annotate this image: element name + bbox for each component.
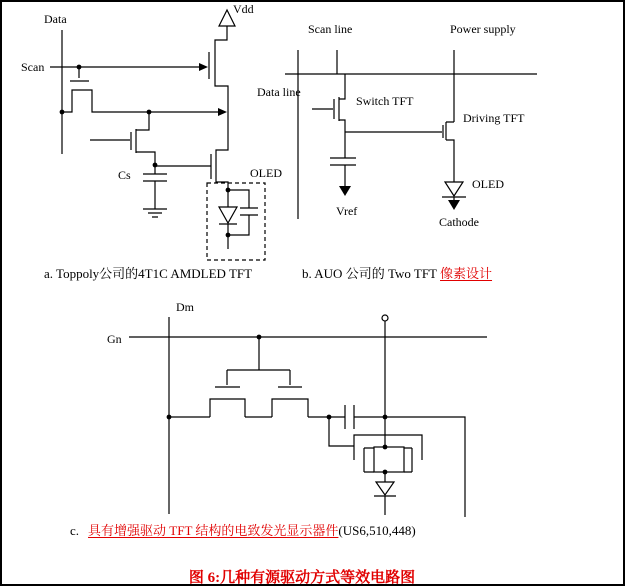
switch-tft-label: Switch TFT: [356, 94, 414, 108]
caption-c: [70, 523, 416, 539]
oled-diode-a: [219, 207, 237, 223]
caption-c-prefix: c.: [70, 523, 80, 538]
t1-gate: [70, 67, 89, 81]
scan-label: Scan: [21, 60, 45, 74]
dual-channel-bridges: [210, 399, 308, 417]
oled-a-label: OLED: [250, 166, 282, 180]
vdd-label: Vdd: [233, 2, 254, 16]
power-terminal-circle: [382, 315, 388, 321]
dual-gate-feed: [227, 337, 290, 385]
oled-diode-c: [376, 482, 394, 495]
caption-b: [302, 266, 492, 282]
t2-transistor: [90, 112, 155, 165]
scan-arrowhead: [199, 63, 208, 71]
power-supply-label: Power supply: [450, 22, 516, 36]
driving-tft-symbol: [443, 122, 454, 182]
oled-diode-b-bar: [442, 197, 466, 200]
driving-tft-label: Driving TFT: [463, 111, 525, 125]
cap-left-branch: [329, 417, 354, 446]
t1-channel-bridge: [62, 90, 219, 112]
caption-c-red: 具有增强驱动 TFT 结构的电致发光显示器件: [88, 523, 339, 538]
t3-t4-chain: [215, 26, 228, 190]
bottom-bus-c: [169, 405, 465, 517]
ground-symbol: [143, 209, 167, 217]
circuit-diagrams-svg: [2, 2, 623, 584]
data-label: Data: [44, 12, 67, 26]
oled-diode-c-bar: [374, 496, 396, 515]
oled-diode-b: [445, 182, 463, 196]
oled-diode-a-bar: [219, 224, 237, 249]
circuit-c-lines: [129, 315, 487, 517]
scan-line-label: Scan line: [308, 22, 353, 36]
cs-label: Cs: [118, 168, 131, 182]
caption-a: a. Toppoly公司的4T1C AMDLED TFT: [44, 266, 253, 281]
vref-arrow: [339, 186, 351, 196]
oled-b-label: OLED: [472, 177, 504, 191]
mirror-pair-rect: [374, 447, 404, 472]
caption-b-red: 像素设计: [440, 266, 493, 281]
cathode-arrow: [448, 200, 460, 210]
circuit-b-lines: [285, 50, 537, 219]
node-arrowhead: [218, 108, 227, 116]
storage-capacitor-b: [330, 158, 356, 186]
figure-caption: 图 6:几种有源驱动方式等效电路图: [188, 570, 416, 586]
cathode-label: Cathode: [439, 215, 479, 229]
caption-b-black: b. AUO 公司的 Two TFT: [302, 266, 441, 281]
switch-tft-symbol: [312, 74, 442, 158]
dm-label: Dm: [176, 300, 194, 314]
data-line-label: Data line: [257, 85, 301, 99]
circuit-a-lines: [50, 10, 265, 260]
oled-parallel-cap: [228, 190, 258, 235]
cs-capacitor: [143, 165, 167, 209]
vref-label: Vref: [336, 204, 358, 218]
caption-c-suffix: (US6,510,448): [338, 523, 416, 538]
gn-label: Gn: [107, 332, 122, 346]
oled-box-a: [207, 183, 265, 260]
mirror-pair-channels: [364, 448, 412, 472]
